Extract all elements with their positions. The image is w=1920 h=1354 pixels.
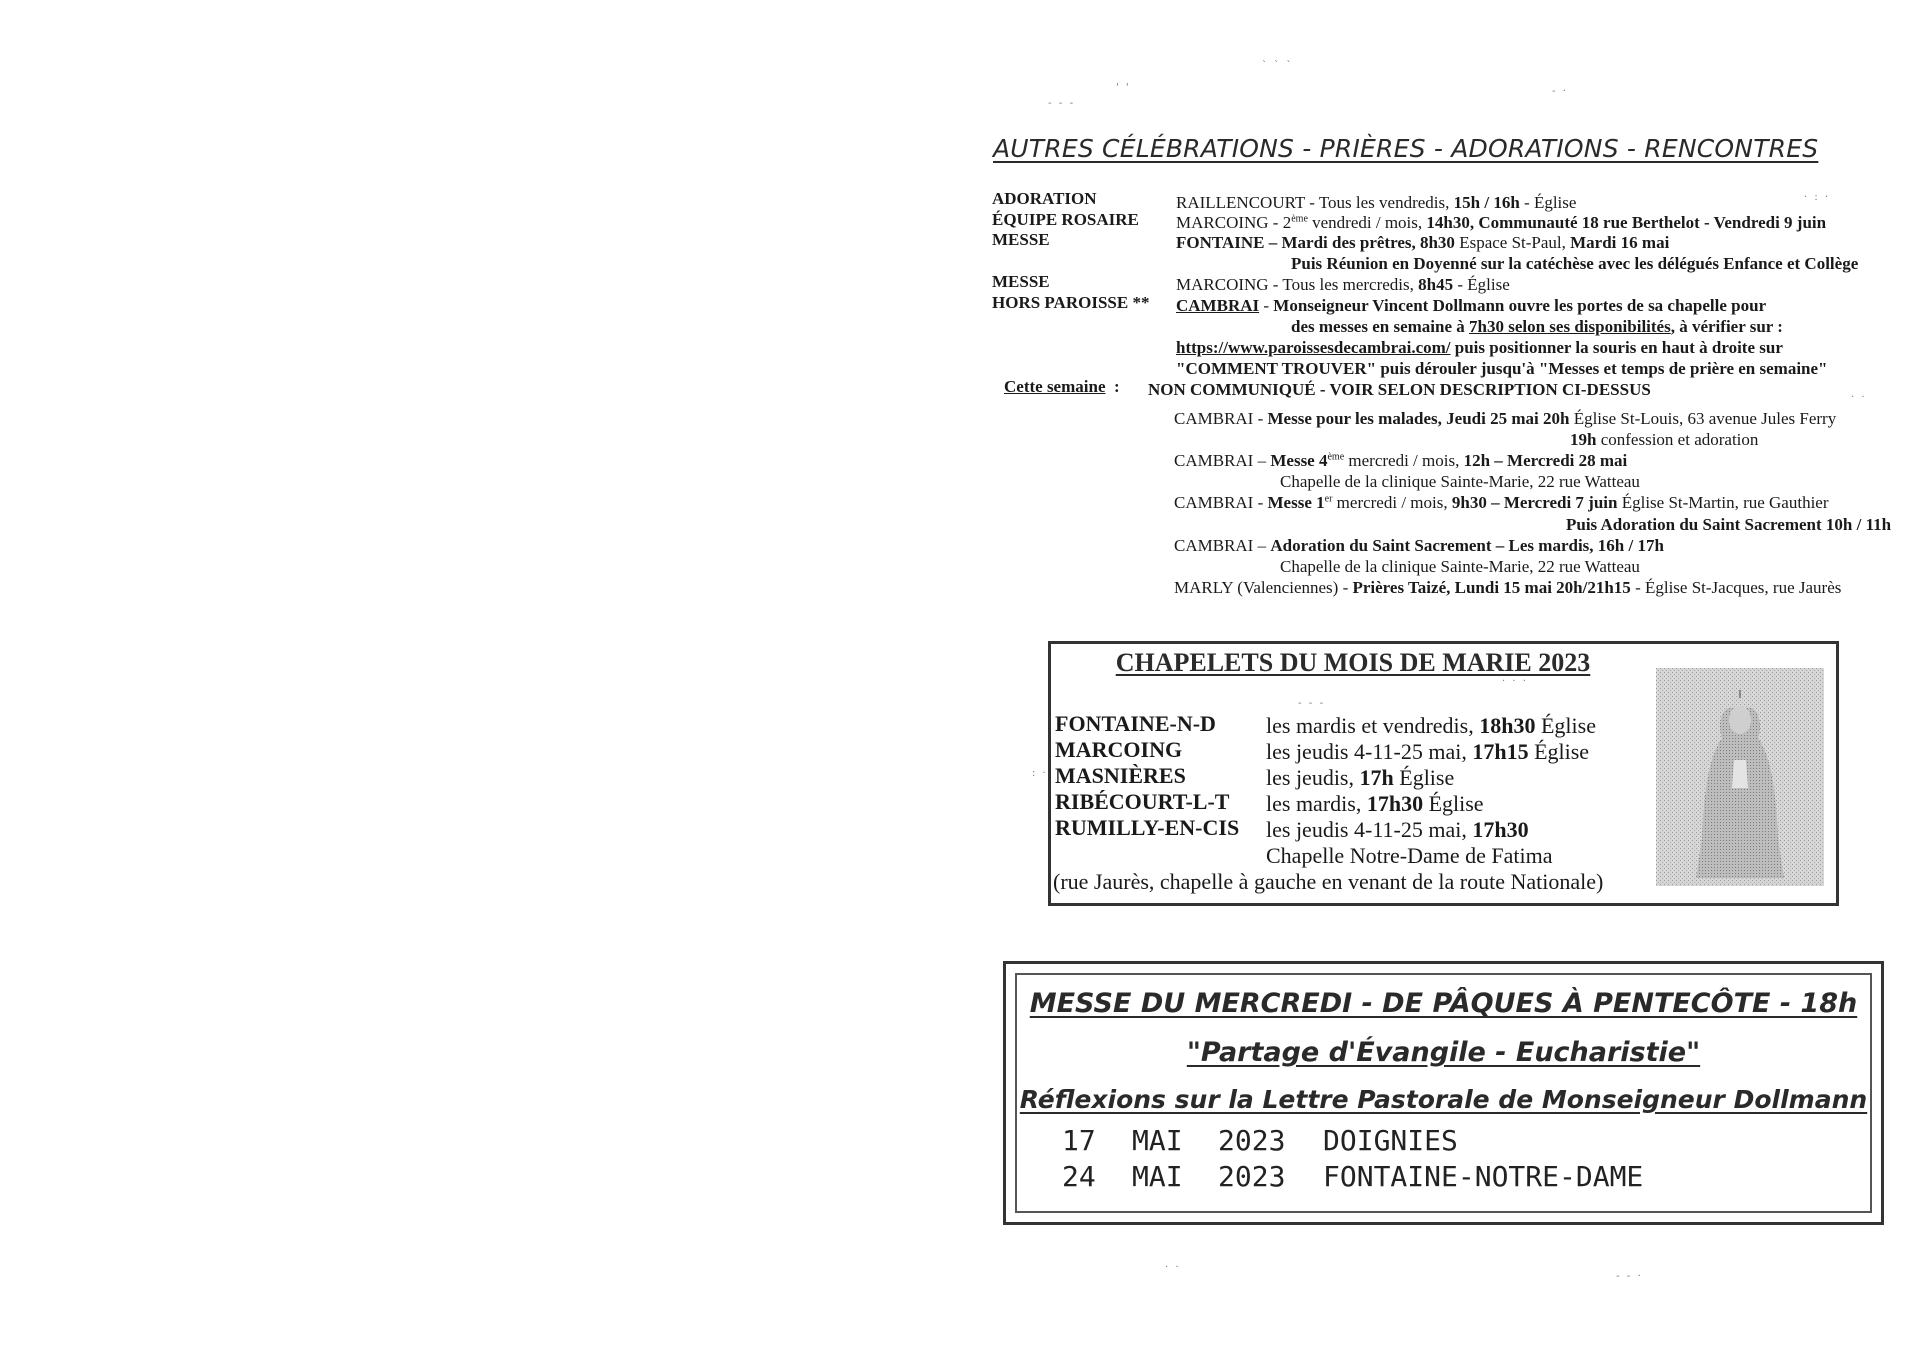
entry-raillencourt: RAILLENCOURT - Tous les vendredis, 15h / 16h - Église <box>1176 193 1577 212</box>
label-hors-paroisse: HORS PAROISSE ** <box>992 293 1150 312</box>
messe-mercredi-subtitle: "Partage d'Évangile - Eucharistie" <box>1186 1037 1701 1068</box>
messe-date-row <box>1062 1160 1643 1193</box>
label-messe: MESSE <box>992 230 1050 249</box>
chapelle-directions: (rue Jaurès, chapelle à gauche en venant de la route Nationale) <box>1053 869 1604 894</box>
date-place: FONTAINE-NOTRE-DAME <box>1323 1160 1644 1193</box>
date-place: DOIGNIES <box>1323 1124 1458 1157</box>
label-messe: MESSE <box>992 272 1050 291</box>
date-month: MAI <box>1132 1124 1183 1157</box>
chapelet-schedule: les mardis, 17h30 Église <box>1266 791 1484 816</box>
scan-speck: : · <box>1032 768 1048 779</box>
entry-fontaine-reunion: Puis Réunion en Doyenné sur la catéchèse avec les délégués Enfance et Collège <box>1291 254 1859 273</box>
scan-speck: - - - <box>1048 98 1076 109</box>
chapelet-schedule: les mardis et vendredis, 18h30 Église <box>1266 713 1596 738</box>
entry-cambrai-eveque: CAMBRAI - Monseigneur Vincent Dollmann ouvre les portes de sa chapelle pour <box>1176 296 1767 315</box>
entry-clinique-address: Chapelle de la clinique Sainte-Marie, 22 rue Watteau <box>1280 472 1640 491</box>
scan-speck: - - - <box>1298 698 1326 709</box>
date-year: 2023 <box>1218 1124 1286 1157</box>
entry-marcoing-mercredis: MARCOING - Tous les mercredis, 8h45 - Église <box>1176 275 1510 294</box>
entry-adoration-mardis: CAMBRAI – Adoration du Saint Sacrement – Les mardis, 16h / 17h <box>1174 536 1664 555</box>
paroisse-link[interactable]: https://www.paroissesdecambrai.com/ <box>1176 338 1451 357</box>
label-rosaire: ÉQUIPE ROSAIRE <box>992 210 1139 229</box>
scan-speck: · · <box>1165 1262 1181 1273</box>
messe-mercredi-reflexions: Réflexions sur la Lettre Pastorale de Monseigneur Dollmann <box>1019 1085 1868 1114</box>
scan-speck: · · · <box>1502 676 1528 687</box>
label-adoration: ADORATION <box>992 189 1097 208</box>
date-day: 24 <box>1062 1160 1096 1193</box>
chapelet-town: RIBÉCOURT-L-T <box>1055 789 1230 814</box>
date-day: 17 <box>1062 1124 1096 1157</box>
scan-speck: - - · <box>1616 1271 1643 1282</box>
chapelet-schedule: les jeudis 4-11-25 mai, 17h30 <box>1266 817 1529 842</box>
entry-marcoing-rosaire: MARCOING - 2ème vendredi / mois, 14h30, Communauté 18 rue Berthelot - Vendredi 9 juin <box>1176 213 1827 232</box>
entry-marly-taize: MARLY (Valenciennes) - Prières Taizé, Lundi 15 mai 20h/21h15 - Église St-Jacques, rue Jaurès <box>1174 578 1842 597</box>
entry-fontaine-pretres: FONTAINE – Mardi des prêtres, 8h30 Espace St-Paul, Mardi 16 mai <box>1176 233 1670 252</box>
entry-cambrai-instructions: "COMMENT TROUVER" puis dérouler jusqu'à "Messes et temps de prière en semaine" <box>1176 359 1828 378</box>
scan-speck: · · <box>1851 392 1867 403</box>
date-year: 2023 <box>1218 1160 1286 1193</box>
virgin-mary-image <box>1656 668 1824 886</box>
section-heading: AUTRES CÉLÉBRATIONS - PRIÈRES - ADORATIONS - RENCONTRES <box>993 134 1819 163</box>
chapelet-town: RUMILLY-EN-CIS <box>1055 815 1240 840</box>
entry-confession: 19h confession et adoration <box>1570 430 1759 449</box>
entry-messe-4e-mercredi: CAMBRAI – Messe 4ème mercredi / mois, 12h – Mercredi 28 mai <box>1174 451 1628 470</box>
chapelet-schedule: les jeudis, 17h Église <box>1266 765 1455 790</box>
messe-date-row <box>1062 1124 1458 1157</box>
chapelets-title: CHAPELETS DU MOIS DE MARIE 2023 <box>1115 648 1591 677</box>
entry-cambrai-url-line: https://www.paroissesdecambrai.com/ puis positionner la souris en haut à droite sur <box>1176 338 1783 357</box>
entry-clinique-address: Chapelle de la clinique Sainte-Marie, 22 rue Watteau <box>1280 557 1640 576</box>
chapelle-fatima: Chapelle Notre-Dame de Fatima <box>1266 843 1553 868</box>
messe-mercredi-title: MESSE DU MERCREDI - DE PÂQUES À PENTECÔTE - 18h <box>1029 988 1858 1019</box>
scan-speck: - · <box>1552 86 1568 97</box>
chapelet-town: MASNIÈRES <box>1055 763 1186 788</box>
scan-speck: ` ` ` <box>1262 60 1294 71</box>
chapelet-town: FONTAINE-N-D <box>1055 711 1216 736</box>
label-cette-semaine: Cette semaine : <box>1004 377 1120 396</box>
date-month: MAI <box>1132 1160 1183 1193</box>
chapelet-schedule: les jeudis 4-11-25 mai, 17h15 Église <box>1266 739 1590 764</box>
entry-cambrai-semaine: des messes en semaine à 7h30 selon ses disponibilités, à vérifier sur : <box>1291 317 1783 336</box>
entry-cette-semaine: NON COMMUNIQUÉ - VOIR SELON DESCRIPTION CI-DESSUS <box>1148 380 1651 399</box>
scan-speck: · : · <box>1804 192 1831 203</box>
chapelet-town: MARCOING <box>1055 737 1183 762</box>
scan-speck: ' ' <box>1116 82 1131 93</box>
entry-messe-1er-mercredi: CAMBRAI - Messe 1er mercredi / mois, 9h30 – Mercredi 7 juin Église St-Martin, rue Gauthier <box>1174 493 1829 512</box>
entry-messe-malades: CAMBRAI - Messe pour les malades, Jeudi 25 mai 20h Église St-Louis, 63 avenue Jules Ferry <box>1174 409 1837 428</box>
entry-adoration-saint-sacrement: Puis Adoration du Saint Sacrement 10h / 11h <box>1566 515 1892 534</box>
